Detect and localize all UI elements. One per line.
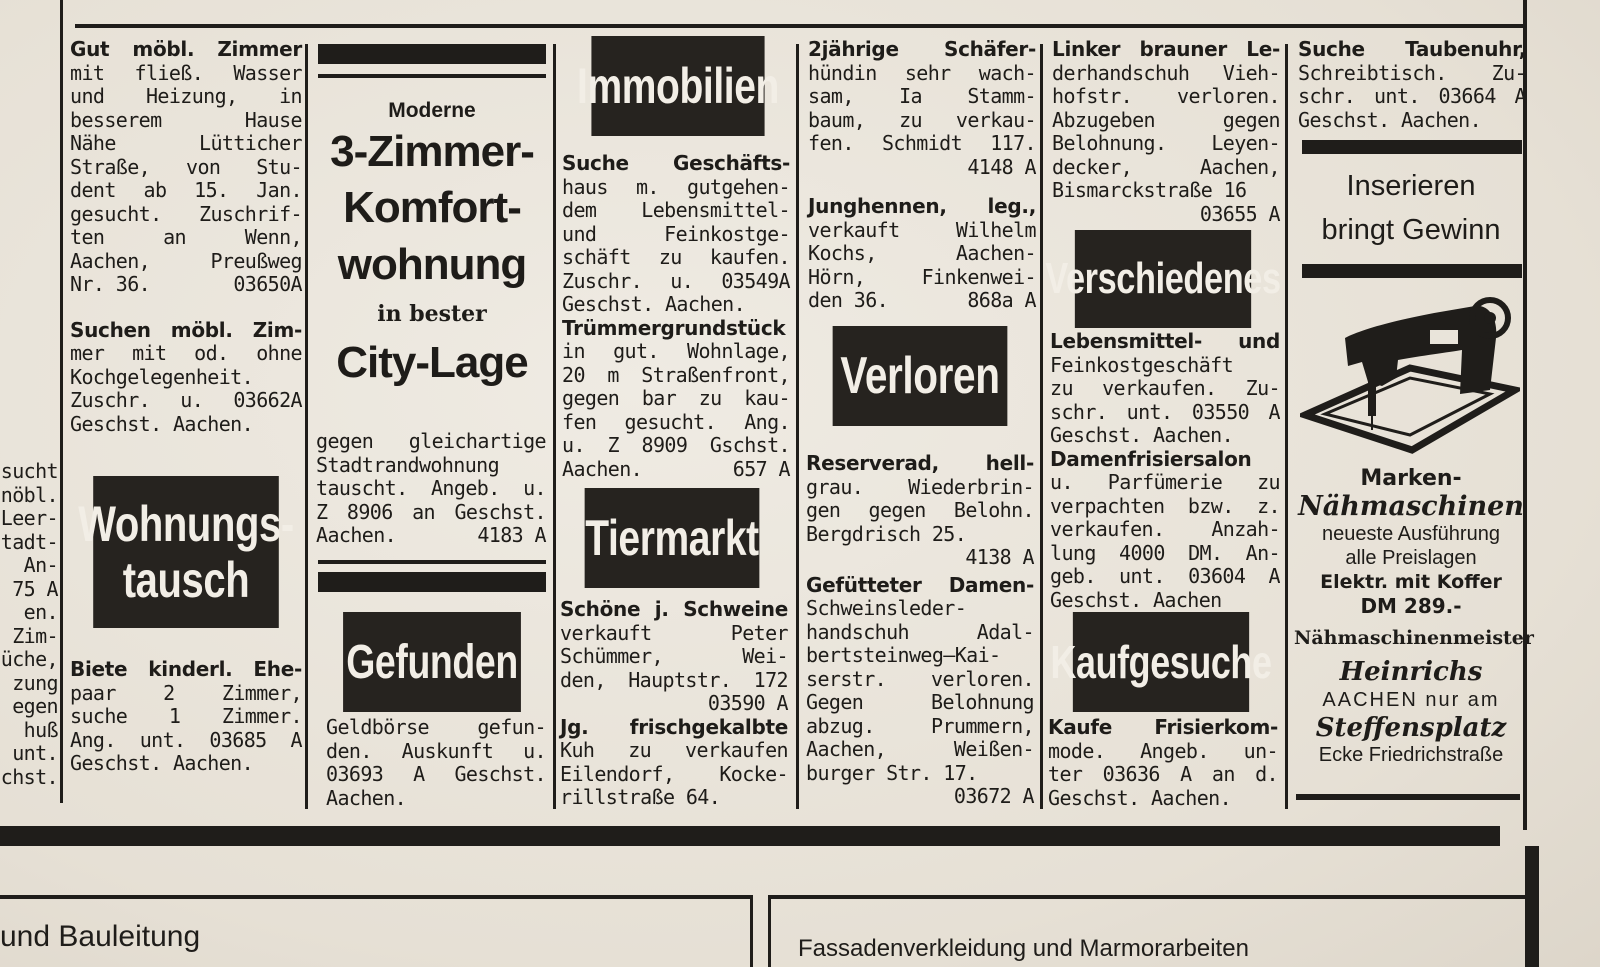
ornament-bar — [318, 572, 546, 592]
slogan: Inserieren bringt Gewinn — [1321, 170, 1501, 246]
column-6 — [1298, 38, 1526, 148]
classified-ad: Suchen möbl. Zim- mer mit od. ohne Kochgelegenheit. Zuschr. u. 03662A Geschst. Aachen. — [70, 317, 302, 436]
bottom-rule — [0, 826, 1500, 846]
column-5-lower — [1048, 716, 1278, 826]
ornament-bar — [1302, 140, 1522, 154]
column-3-lower — [560, 598, 788, 826]
section-banner-tiermarkt: Tiermarkt — [560, 488, 784, 588]
column-rule — [60, 28, 63, 803]
section-banner-immobilien: Immobilien — [567, 36, 789, 136]
column-1 — [70, 38, 302, 452]
classified-ad: Jg. frischgekalbte Kuh zu verkaufen Eilendorf, Kocke- rillstraße 64. — [560, 714, 788, 809]
classified-ad: Gut möbl. Zimmer mit fließ. Wasser und Heizung, in besserem Hause Nähe Lütticher Straße, von Stu- dent ab 15. Jan. gesucht. Zuschrif- ten an Wenn, Aachen, Preußweg Nr. 36. 03650A — [70, 37, 302, 296]
sewing-machine-icon — [1300, 290, 1520, 465]
display-ad-apartment: Moderne 3-Zimmer- Komfort- wohnung in bester City-Lage — [330, 99, 534, 387]
bottom-frame — [1525, 846, 1539, 967]
column-rule — [1040, 44, 1043, 809]
column-4-lower — [806, 452, 1034, 825]
bottom-frame — [750, 895, 753, 967]
ornament-rule — [1296, 794, 1520, 800]
classified-ad: Kaufe Frisierkom- mode. Angeb. un- ter 03636 A an d. Geschst. Aachen. — [1048, 715, 1278, 810]
classified-ad: Gefütteter Damen- Schweinsleder- handschuh Adal- bertsteinweg—Kai- serstr. verloren. Gegen Belohnung abzug. Prummern, Aachen, Weißen- burger Str. 17. 03672 A — [806, 572, 1034, 808]
classified-ad: Linker brauner Le- derhandschuh Vieh- hofstr. verloren. Abzugeben gegen Belohnung. Leyen- decker, Aachen, Bismarckstraße 16 03655 A — [1052, 37, 1280, 226]
column-rule — [796, 44, 799, 809]
column-2-found — [326, 716, 546, 826]
top-frame-left — [60, 0, 63, 28]
ornament-rule — [318, 560, 546, 564]
classified-ad: Lebensmittel- und Feinkostgeschäft zu verkaufen. Zu- schr. unt. 03550 A Geschst. Aachen. — [1050, 330, 1280, 447]
classified-ad: Biete kinderl. Ehe- paar 2 Zimmer, suche 1 Zimmer. Ang. unt. 03685 A Geschst. Aachen. — [70, 657, 302, 775]
top-rule — [75, 24, 1525, 28]
ornament-bar — [318, 44, 546, 64]
section-banner-gefunden: Gefunden — [318, 612, 546, 712]
classified-ad: Junghennen, leg., verkauft Wilhelm Kochs, Aachen- Hörn, Finkenwei- den 36. 868a A — [808, 194, 1036, 312]
column-4 — [808, 38, 1036, 329]
column-2-body — [316, 430, 546, 564]
section-banner-wohnungstausch: Wohnungs- tausch — [70, 476, 302, 628]
bottom-frame — [768, 895, 771, 967]
classified-ad: Reserverad, hell- grau. Wiederbrin- gen gegen Belohn. Bergdrisch 25. 4138 A — [806, 451, 1034, 569]
column-3 — [562, 152, 790, 497]
classified-ad: Trümmergrundstück in gut. Wohnlage, 20 m Straßenfront, gegen bar zu kau- fen gesucht. Ang. u. Z 8909 Gschst. Aachen. 657 A — [562, 315, 790, 481]
display-ad-sewing-machines: Marken- Nähmaschinen neueste Ausführung alle Preislagen Elektr. mit Koffer DM 289.- Nähmaschinenmeister Heinrichs AACHEN nur am Steffensplatz Ecke Friedrichstraße — [1294, 466, 1534, 766]
section-banner-verloren: Verloren — [808, 326, 1032, 426]
bottom-rule-thin — [768, 895, 1528, 899]
classified-ad: Suche Geschäfts- haus m. gutgehen- dem Lebensmittel- und Feinkostge- schäft zu kaufen. Zuschr. u. 03549A Geschst. Aachen. — [562, 151, 790, 316]
ornament-rule — [318, 74, 546, 78]
column-5 — [1052, 38, 1280, 242]
section-banner-kaufgesuche: Kaufgesuche — [1048, 612, 1274, 712]
bottom-rule-thin — [0, 895, 750, 899]
bottom-heading-right: Fassadenverkleidung und Marmorarbeiten — [798, 935, 1249, 962]
left-edge-fragment: sucht nöbl. Leer- tadt- An- 75 A en. Zim- üche, zung egen huß unt. chst. — [0, 459, 58, 789]
classified-ad: Suche Taubenuhr, Schreibtisch. Zu- schr. unt. 03664 A Geschst. Aachen. — [1298, 37, 1526, 132]
classified-ad: Damenfrisiersalon u. Parfümerie zu verpachten bzw. z. verkaufen. Anzah- lung 4000 DM. An- geb. unt. 03604 A Geschst. Aachen — [1050, 446, 1280, 610]
classified-ad: Geldbörse gefun- den. Auskunft u. 03693 A Geschst. Aachen. — [326, 715, 546, 810]
column-rule — [1285, 44, 1288, 809]
column-5-middle — [1050, 330, 1280, 610]
classified-ad: Schöne j. Schweine verkauft Peter Schümmer, Wei- den, Hauptstr. 172 03590 A — [560, 597, 788, 715]
column-rule — [305, 44, 308, 809]
column-1-lower — [70, 658, 302, 792]
classified-ad: gegen gleichartige Stadtrandwohnung tauscht. Angeb. u. Z 8906 an Geschst. Aachen. 4183 A — [316, 429, 546, 547]
section-banner-verschiedenes: Verschiedenes — [1050, 230, 1276, 328]
classified-ad: 2jährige Schäfer- hündin sehr wach- sam, Ia Stamm- baum, zu verkau- fen. Schmidt 117. 4148 A — [808, 37, 1036, 179]
bottom-heading-left: und Bauleitung — [0, 920, 201, 953]
column-rule — [553, 44, 556, 809]
ornament-bar — [1302, 264, 1522, 278]
